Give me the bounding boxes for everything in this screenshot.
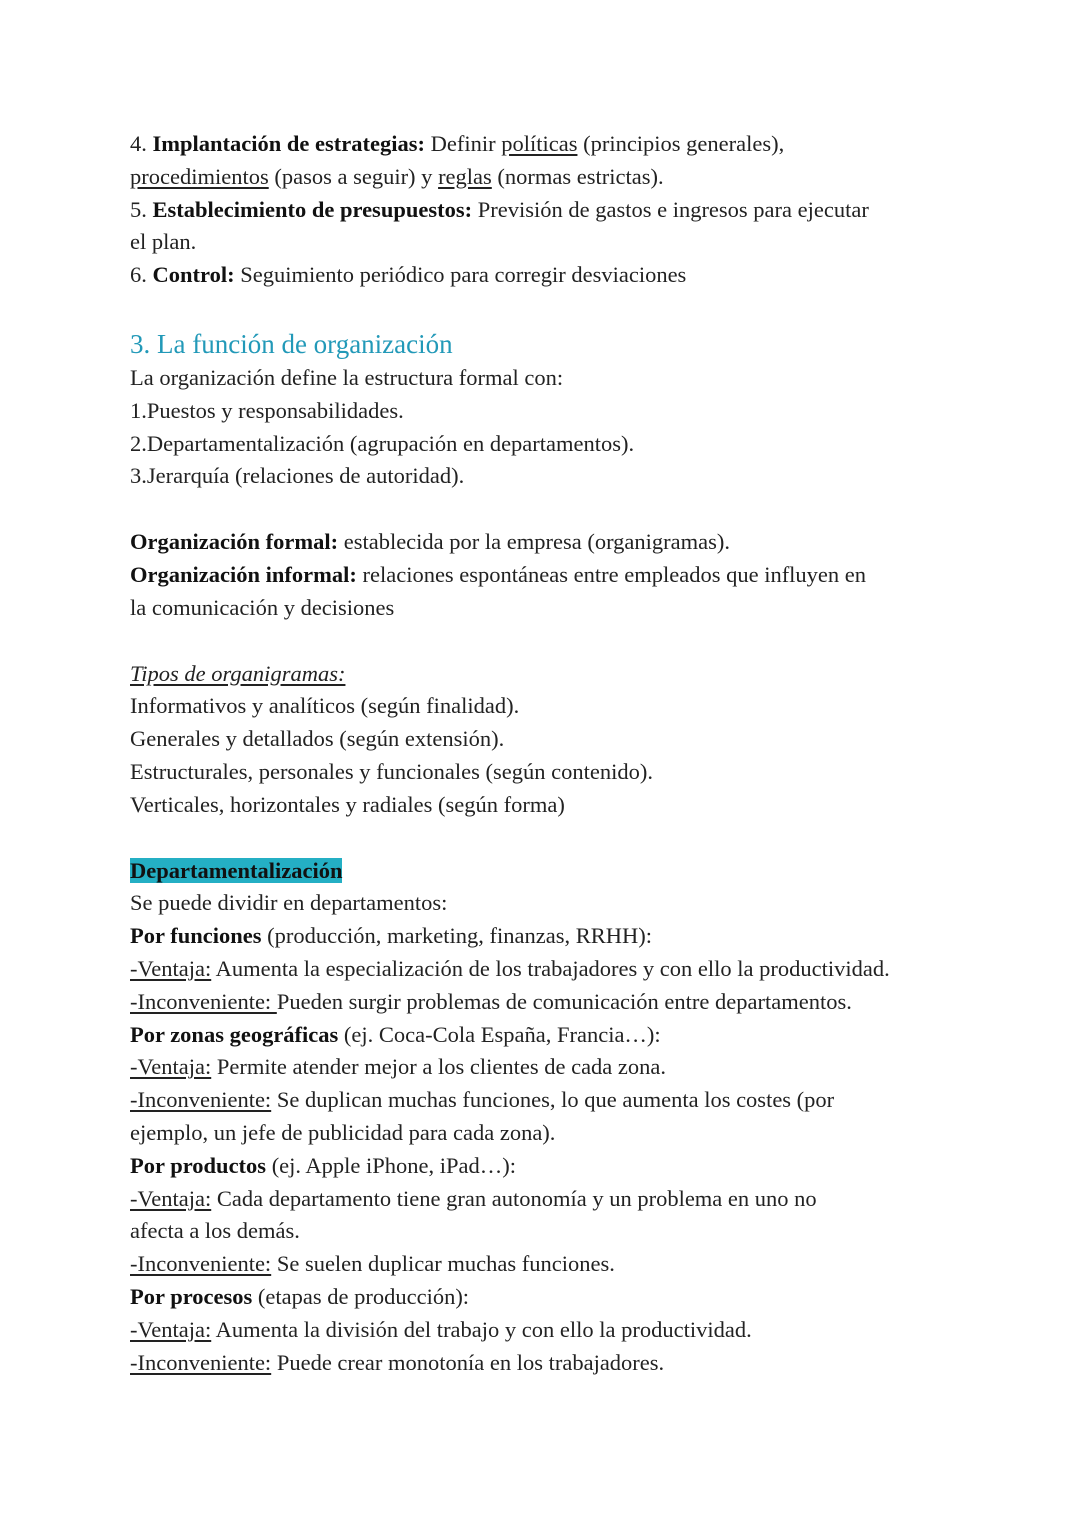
informal-org-line-cont: [130, 592, 970, 625]
disadvantage-line-cont: [130, 1117, 970, 1150]
step-text: (principios generales),: [577, 131, 785, 156]
list-item: Estructurales, personales y funcionales (según contenido).: [130, 758, 653, 784]
disadvantage-label: -Inconveniente:: [130, 1251, 272, 1277]
document-page: [130, 128, 970, 1379]
advantage-line: [130, 953, 970, 986]
step-5-line: [130, 194, 970, 227]
step-4-line: [130, 128, 970, 161]
dept-type-desc: (etapas de producción):: [252, 1283, 470, 1309]
dept-type-desc: (ej. Apple iPhone, iPad…):: [266, 1152, 517, 1178]
list-item: 3.Jerarquía (relaciones de autoridad).: [130, 463, 465, 489]
step-label: Establecimiento de presupuestos:: [152, 196, 473, 222]
advantage-line: [130, 1183, 970, 1216]
advantage-line: [130, 1314, 970, 1347]
advantage-label: -Ventaja:: [130, 1316, 212, 1342]
paragraph: La organización define la estructura formal con:: [130, 364, 564, 390]
advantage-text: Permite atender mejor a los clientes de cada zona.: [211, 1054, 667, 1080]
dept-type-label: Por productos: [130, 1152, 267, 1178]
advantage-line: [130, 1051, 970, 1084]
term-text: relaciones espontáneas entre empleados que influyen en: [356, 561, 867, 587]
dept-type-label: Por funciones: [130, 923, 262, 949]
highlighted-title: [130, 855, 970, 888]
list-item: 2.Departamentalización (agrupación en departamentos).: [130, 430, 635, 456]
step-text: (normas estrictas).: [491, 163, 664, 189]
list-item: 1.Puestos y responsabilidades.: [130, 397, 404, 423]
italic-title: Tipos de organigramas:: [130, 660, 346, 686]
advantage-label: -Ventaja:: [130, 1185, 212, 1211]
advantage-label: -Ventaja:: [130, 1054, 212, 1080]
dept-type-line: [130, 920, 970, 953]
spacer: [130, 493, 970, 526]
advantage-label: -Ventaja:: [130, 955, 212, 981]
underlined-term: políticas: [501, 131, 578, 156]
dept-type-line: [130, 1019, 970, 1052]
step-6-line: [130, 259, 970, 292]
term-text: la comunicación y decisiones: [130, 594, 395, 620]
spacer: [130, 625, 970, 658]
step-number: 6.: [130, 262, 153, 288]
list-item: Informativos y analíticos (según finalidad).: [130, 693, 520, 719]
step-text: Definir: [424, 131, 502, 156]
informal-org-line: [130, 559, 970, 592]
disadvantage-line: [130, 1248, 970, 1281]
spacer: [130, 292, 970, 325]
advantage-text: afecta a los demás.: [130, 1218, 300, 1244]
term-label: Organización formal:: [130, 529, 339, 555]
dept-type-label: Por procesos: [130, 1283, 253, 1309]
disadvantage-line: [130, 1347, 970, 1380]
disadvantage-label: -Inconveniente:: [130, 988, 277, 1014]
highlight-text: Departamentalización: [130, 857, 343, 883]
dept-type-desc: (ej. Coca-Cola España, Francia…):: [338, 1021, 661, 1047]
subsection-title: [130, 658, 970, 691]
underlined-term: procedimientos: [130, 163, 269, 189]
advantage-text: Cada departamento tiene gran autonomía y un problema en uno no: [211, 1185, 817, 1211]
dept-type-line: [130, 1150, 970, 1183]
step-text: el plan.: [130, 229, 197, 255]
dept-type-line: [130, 1281, 970, 1314]
section-heading: 3. La función de organización: [130, 328, 453, 359]
disadvantage-text: Se duplican muchas funciones, lo que aumenta los costes (por: [271, 1087, 835, 1113]
step-number: 4.: [130, 131, 153, 156]
step-label: Implantación de estrategias:: [152, 131, 425, 156]
step-number: 5.: [130, 196, 153, 222]
formal-org-line: [130, 526, 970, 559]
dept-type-label: Por zonas geográficas: [130, 1021, 339, 1047]
disadvantage-text: Pueden surgir problemas de comunicación entre departamentos.: [276, 988, 852, 1014]
paragraph: Se puede dividir en departamentos:: [130, 890, 448, 916]
spacer: [130, 822, 970, 855]
step-label: Control:: [152, 262, 235, 288]
disadvantage-text: Se suelen duplicar muchas funciones.: [271, 1251, 615, 1277]
step-5-line-cont: [130, 226, 970, 259]
step-text: Previsión de gastos e ingresos para ejecutar: [472, 196, 869, 222]
disadvantage-label: -Inconveniente:: [130, 1349, 272, 1375]
advantage-line-cont: [130, 1215, 970, 1248]
step-text: (pasos a seguir) y: [268, 163, 439, 189]
disadvantage-label: -Inconveniente:: [130, 1087, 272, 1113]
step-text: Seguimiento periódico para corregir desviaciones: [234, 262, 687, 288]
list-item: Generales y detallados (según extensión).: [130, 726, 505, 752]
step-4-line-cont: [130, 161, 970, 194]
disadvantage-line: [130, 986, 970, 1019]
advantage-text: Aumenta la especialización de los trabajadores y con ello la productividad.: [211, 955, 890, 981]
disadvantage-text: ejemplo, un jefe de publicidad para cada zona).: [130, 1119, 556, 1145]
underlined-term: reglas: [438, 163, 492, 189]
dept-type-desc: (producción, marketing, finanzas, RRHH):: [261, 923, 652, 949]
disadvantage-text: Puede crear monotonía en los trabajadores.: [271, 1349, 665, 1375]
list-item: Verticales, horizontales y radiales (según forma): [130, 791, 565, 817]
term-text: establecida por la empresa (organigramas).: [338, 529, 731, 555]
term-label: Organización informal:: [130, 561, 357, 587]
disadvantage-line: [130, 1084, 970, 1117]
advantage-text: Aumenta la división del trabajo y con ello la productividad.: [211, 1316, 752, 1342]
